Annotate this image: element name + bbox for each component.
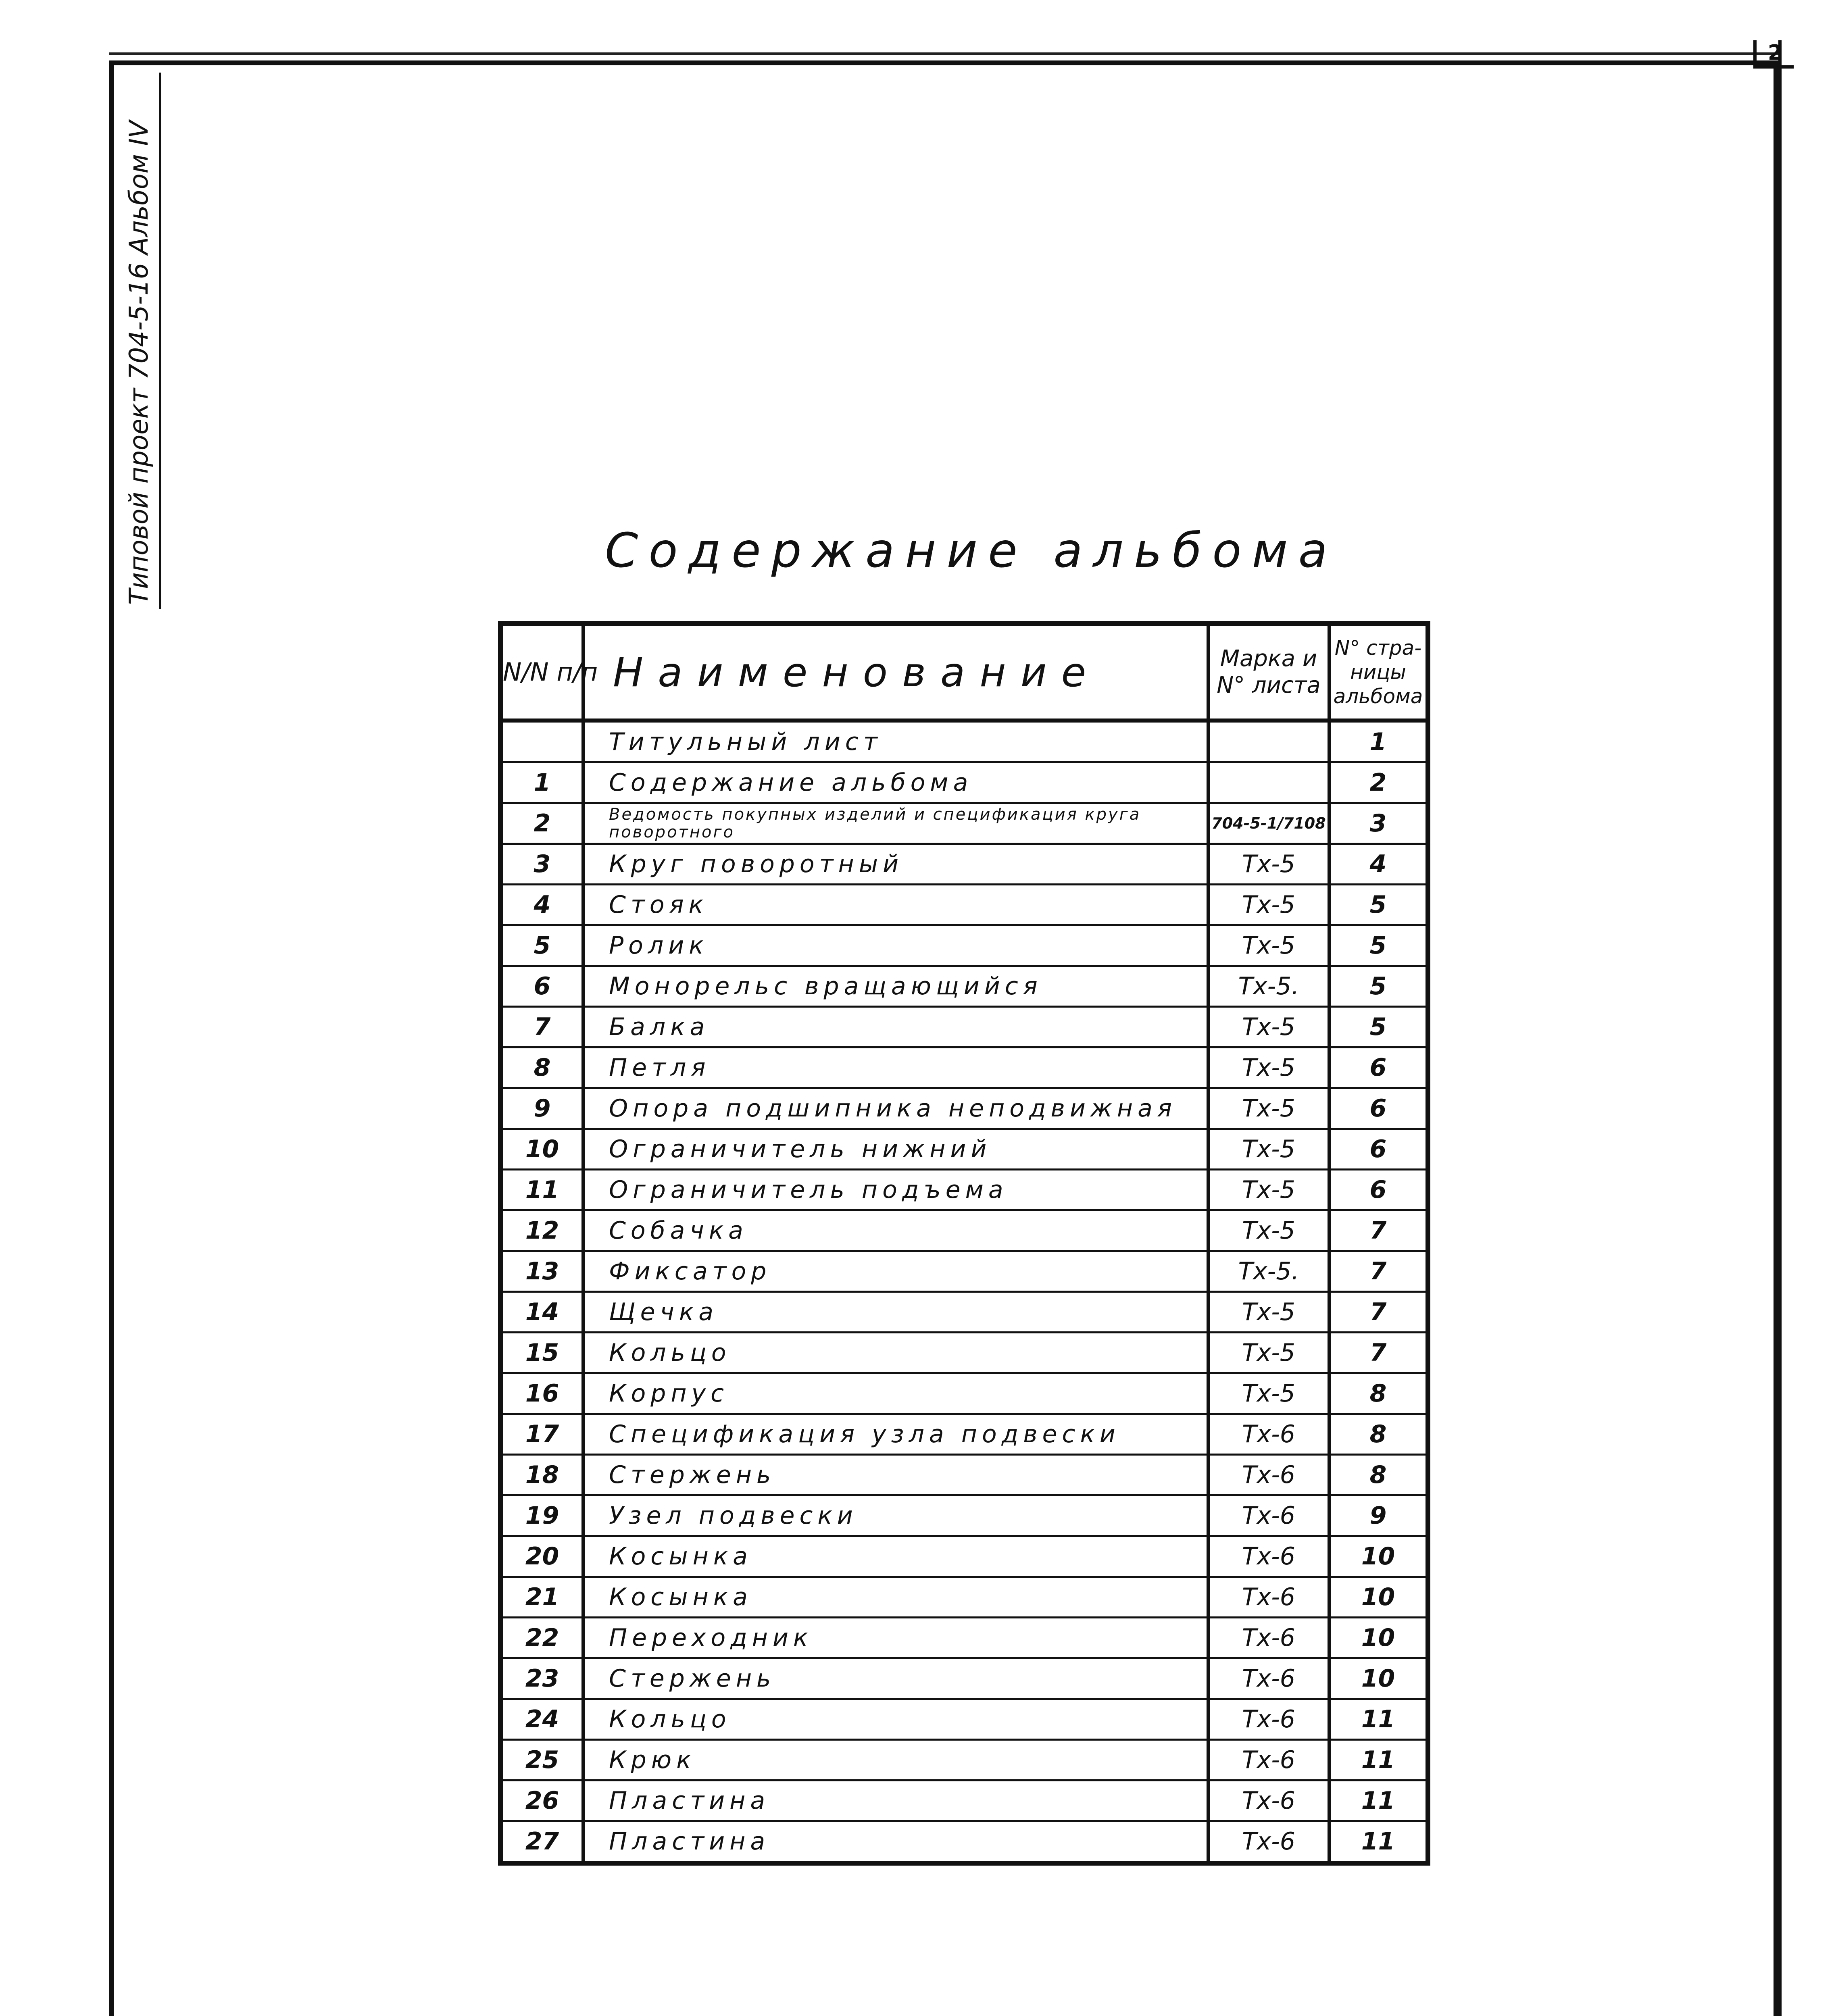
row-number: 14 <box>500 1292 583 1333</box>
row-page: 2 <box>1329 762 1428 803</box>
row-number: 5 <box>500 925 583 966</box>
row-mark: Тх-6 <box>1208 1740 1329 1781</box>
header-page: N° стра-ницы альбома <box>1329 623 1428 721</box>
row-name: Ограничитель подъема <box>583 1170 1208 1210</box>
row-name: Опора подшипника неподвижная <box>583 1088 1208 1129</box>
table-row <box>500 1170 1428 1210</box>
row-name: Косынка <box>583 1536 1208 1577</box>
row-page: 5 <box>1329 925 1428 966</box>
row-name: Щечка <box>583 1292 1208 1333</box>
table-row <box>500 1781 1428 1821</box>
table-row <box>500 1333 1428 1373</box>
row-page: 6 <box>1329 1048 1428 1088</box>
table-row <box>500 844 1428 885</box>
table-row <box>500 1577 1428 1618</box>
row-page: 4 <box>1329 844 1428 885</box>
row-mark: Тх-5 <box>1208 1129 1329 1170</box>
row-number: 12 <box>500 1210 583 1251</box>
row-page: 8 <box>1329 1373 1428 1414</box>
row-mark <box>1208 762 1329 803</box>
table-row <box>500 762 1428 803</box>
row-number: 13 <box>500 1251 583 1292</box>
row-page: 6 <box>1329 1088 1428 1129</box>
table-row <box>500 966 1428 1007</box>
row-number: 18 <box>500 1455 583 1495</box>
table-row <box>500 1618 1428 1658</box>
table-row <box>500 1373 1428 1414</box>
row-mark: Тх-5 <box>1208 1373 1329 1414</box>
row-number: 24 <box>500 1699 583 1740</box>
table-row <box>500 721 1428 762</box>
row-mark: Тх-6 <box>1208 1781 1329 1821</box>
row-page: 10 <box>1329 1536 1428 1577</box>
row-name: Фиксатор <box>583 1251 1208 1292</box>
table-row <box>500 1821 1428 1864</box>
row-page: 10 <box>1329 1618 1428 1658</box>
table-row <box>500 1210 1428 1251</box>
row-mark: Тх-6 <box>1208 1577 1329 1618</box>
page-title: Содержание альбома <box>605 523 1338 578</box>
row-number: 26 <box>500 1781 583 1821</box>
row-name: Стержень <box>583 1455 1208 1495</box>
row-mark: Тх-6 <box>1208 1414 1329 1455</box>
row-name: Титульный лист <box>583 721 1208 762</box>
table-row <box>500 1495 1428 1536</box>
row-name: Стояк <box>583 885 1208 925</box>
row-mark: Тх-6 <box>1208 1821 1329 1864</box>
row-mark: Тх-5 <box>1208 1292 1329 1333</box>
row-mark: Тх-5 <box>1208 844 1329 885</box>
row-name: Переходник <box>583 1618 1208 1658</box>
row-name: Петля <box>583 1048 1208 1088</box>
row-name: Монорельс вращающийся <box>583 966 1208 1007</box>
row-mark: Тх-6 <box>1208 1618 1329 1658</box>
row-name: Кольцо <box>583 1699 1208 1740</box>
table-body <box>500 721 1428 1863</box>
row-number: 9 <box>500 1088 583 1129</box>
table-row <box>500 1292 1428 1333</box>
row-number: 7 <box>500 1007 583 1048</box>
row-number: 10 <box>500 1129 583 1170</box>
table-header-row <box>500 623 1428 721</box>
row-name: Балка <box>583 1007 1208 1048</box>
row-name: Спецификация узла подвески <box>583 1414 1208 1455</box>
row-page: 6 <box>1329 1129 1428 1170</box>
row-number: 6 <box>500 966 583 1007</box>
row-number: 27 <box>500 1821 583 1864</box>
row-page: 10 <box>1329 1658 1428 1699</box>
row-name: Крюк <box>583 1740 1208 1781</box>
row-page: 8 <box>1329 1455 1428 1495</box>
table-row <box>500 1129 1428 1170</box>
row-name: Пластина <box>583 1781 1208 1821</box>
table-row <box>500 1740 1428 1781</box>
page-number: 2 <box>1753 40 1794 69</box>
row-mark: Тх-6 <box>1208 1536 1329 1577</box>
row-mark: Тх-5 <box>1208 1210 1329 1251</box>
row-number: 8 <box>500 1048 583 1088</box>
row-mark: Тх-6 <box>1208 1699 1329 1740</box>
row-mark: Тх-5 <box>1208 1007 1329 1048</box>
top-rule <box>109 52 1778 55</box>
row-mark <box>1208 721 1329 762</box>
row-name: Собачка <box>583 1210 1208 1251</box>
header-number: N/N п/п <box>500 623 583 721</box>
row-number: 2 <box>500 803 583 844</box>
table-row <box>500 925 1428 966</box>
row-number: 19 <box>500 1495 583 1536</box>
row-number: 16 <box>500 1373 583 1414</box>
header-name: Наименование <box>583 623 1208 721</box>
row-mark: Тх-5 <box>1208 1088 1329 1129</box>
row-mark: Тх-5 <box>1208 925 1329 966</box>
sheet-frame-right-edge <box>1778 40 1782 2016</box>
table-row <box>500 1007 1428 1048</box>
side-stamp: Типовой проект 704-5-16 Альбом IV <box>117 73 161 609</box>
row-page: 3 <box>1329 803 1428 844</box>
row-number: 11 <box>500 1170 583 1210</box>
row-mark: Тх-5 <box>1208 1048 1329 1088</box>
table-row <box>500 1251 1428 1292</box>
row-name: Корпус <box>583 1373 1208 1414</box>
row-mark: 704-5-1/7108 <box>1208 803 1329 844</box>
row-mark: Тх-5. <box>1208 966 1329 1007</box>
row-page: 9 <box>1329 1495 1428 1536</box>
row-mark: Тх-6 <box>1208 1495 1329 1536</box>
row-number: 17 <box>500 1414 583 1455</box>
row-number: 22 <box>500 1618 583 1658</box>
row-name: Косынка <box>583 1577 1208 1618</box>
row-page: 7 <box>1329 1251 1428 1292</box>
row-mark: Тх-5 <box>1208 885 1329 925</box>
row-number: 15 <box>500 1333 583 1373</box>
row-mark: Тх-5. <box>1208 1251 1329 1292</box>
table-row <box>500 1455 1428 1495</box>
row-page: 5 <box>1329 966 1428 1007</box>
table-row <box>500 1699 1428 1740</box>
table-row <box>500 1088 1428 1129</box>
row-page: 11 <box>1329 1740 1428 1781</box>
row-number: 3 <box>500 844 583 885</box>
row-mark: Тх-5 <box>1208 1333 1329 1373</box>
table-row <box>500 803 1428 844</box>
row-mark: Тх-5 <box>1208 1170 1329 1210</box>
row-page: 7 <box>1329 1333 1428 1373</box>
row-page: 5 <box>1329 885 1428 925</box>
table-row <box>500 1414 1428 1455</box>
header-mark: Марка и N° листа <box>1208 623 1329 721</box>
row-number: 1 <box>500 762 583 803</box>
row-name: Кольцо <box>583 1333 1208 1373</box>
table-row <box>500 1536 1428 1577</box>
table-row <box>500 1048 1428 1088</box>
row-page: 11 <box>1329 1699 1428 1740</box>
row-name: Узел подвески <box>583 1495 1208 1536</box>
row-page: 6 <box>1329 1170 1428 1210</box>
row-page: 1 <box>1329 721 1428 762</box>
row-page: 7 <box>1329 1292 1428 1333</box>
row-page: 11 <box>1329 1781 1428 1821</box>
row-name: Ролик <box>583 925 1208 966</box>
row-number: 21 <box>500 1577 583 1618</box>
row-name: Круг поворотный <box>583 844 1208 885</box>
row-number: 25 <box>500 1740 583 1781</box>
row-name: Стержень <box>583 1658 1208 1699</box>
row-name: Пластина <box>583 1821 1208 1864</box>
table-row <box>500 1658 1428 1699</box>
row-name: Ведомость покупных изделий и спецификация круга поворотного <box>583 803 1208 844</box>
row-number: 4 <box>500 885 583 925</box>
row-page: 5 <box>1329 1007 1428 1048</box>
row-page: 7 <box>1329 1210 1428 1251</box>
row-page: 10 <box>1329 1577 1428 1618</box>
contents-table <box>498 621 1430 1866</box>
row-mark: Тх-6 <box>1208 1658 1329 1699</box>
row-mark: Тх-6 <box>1208 1455 1329 1495</box>
row-name: Содержание альбома <box>583 762 1208 803</box>
row-number: 20 <box>500 1536 583 1577</box>
row-page: 11 <box>1329 1821 1428 1864</box>
row-number <box>500 721 583 762</box>
row-name: Ограничитель нижний <box>583 1129 1208 1170</box>
row-page: 8 <box>1329 1414 1428 1455</box>
table-row <box>500 885 1428 925</box>
row-number: 23 <box>500 1658 583 1699</box>
